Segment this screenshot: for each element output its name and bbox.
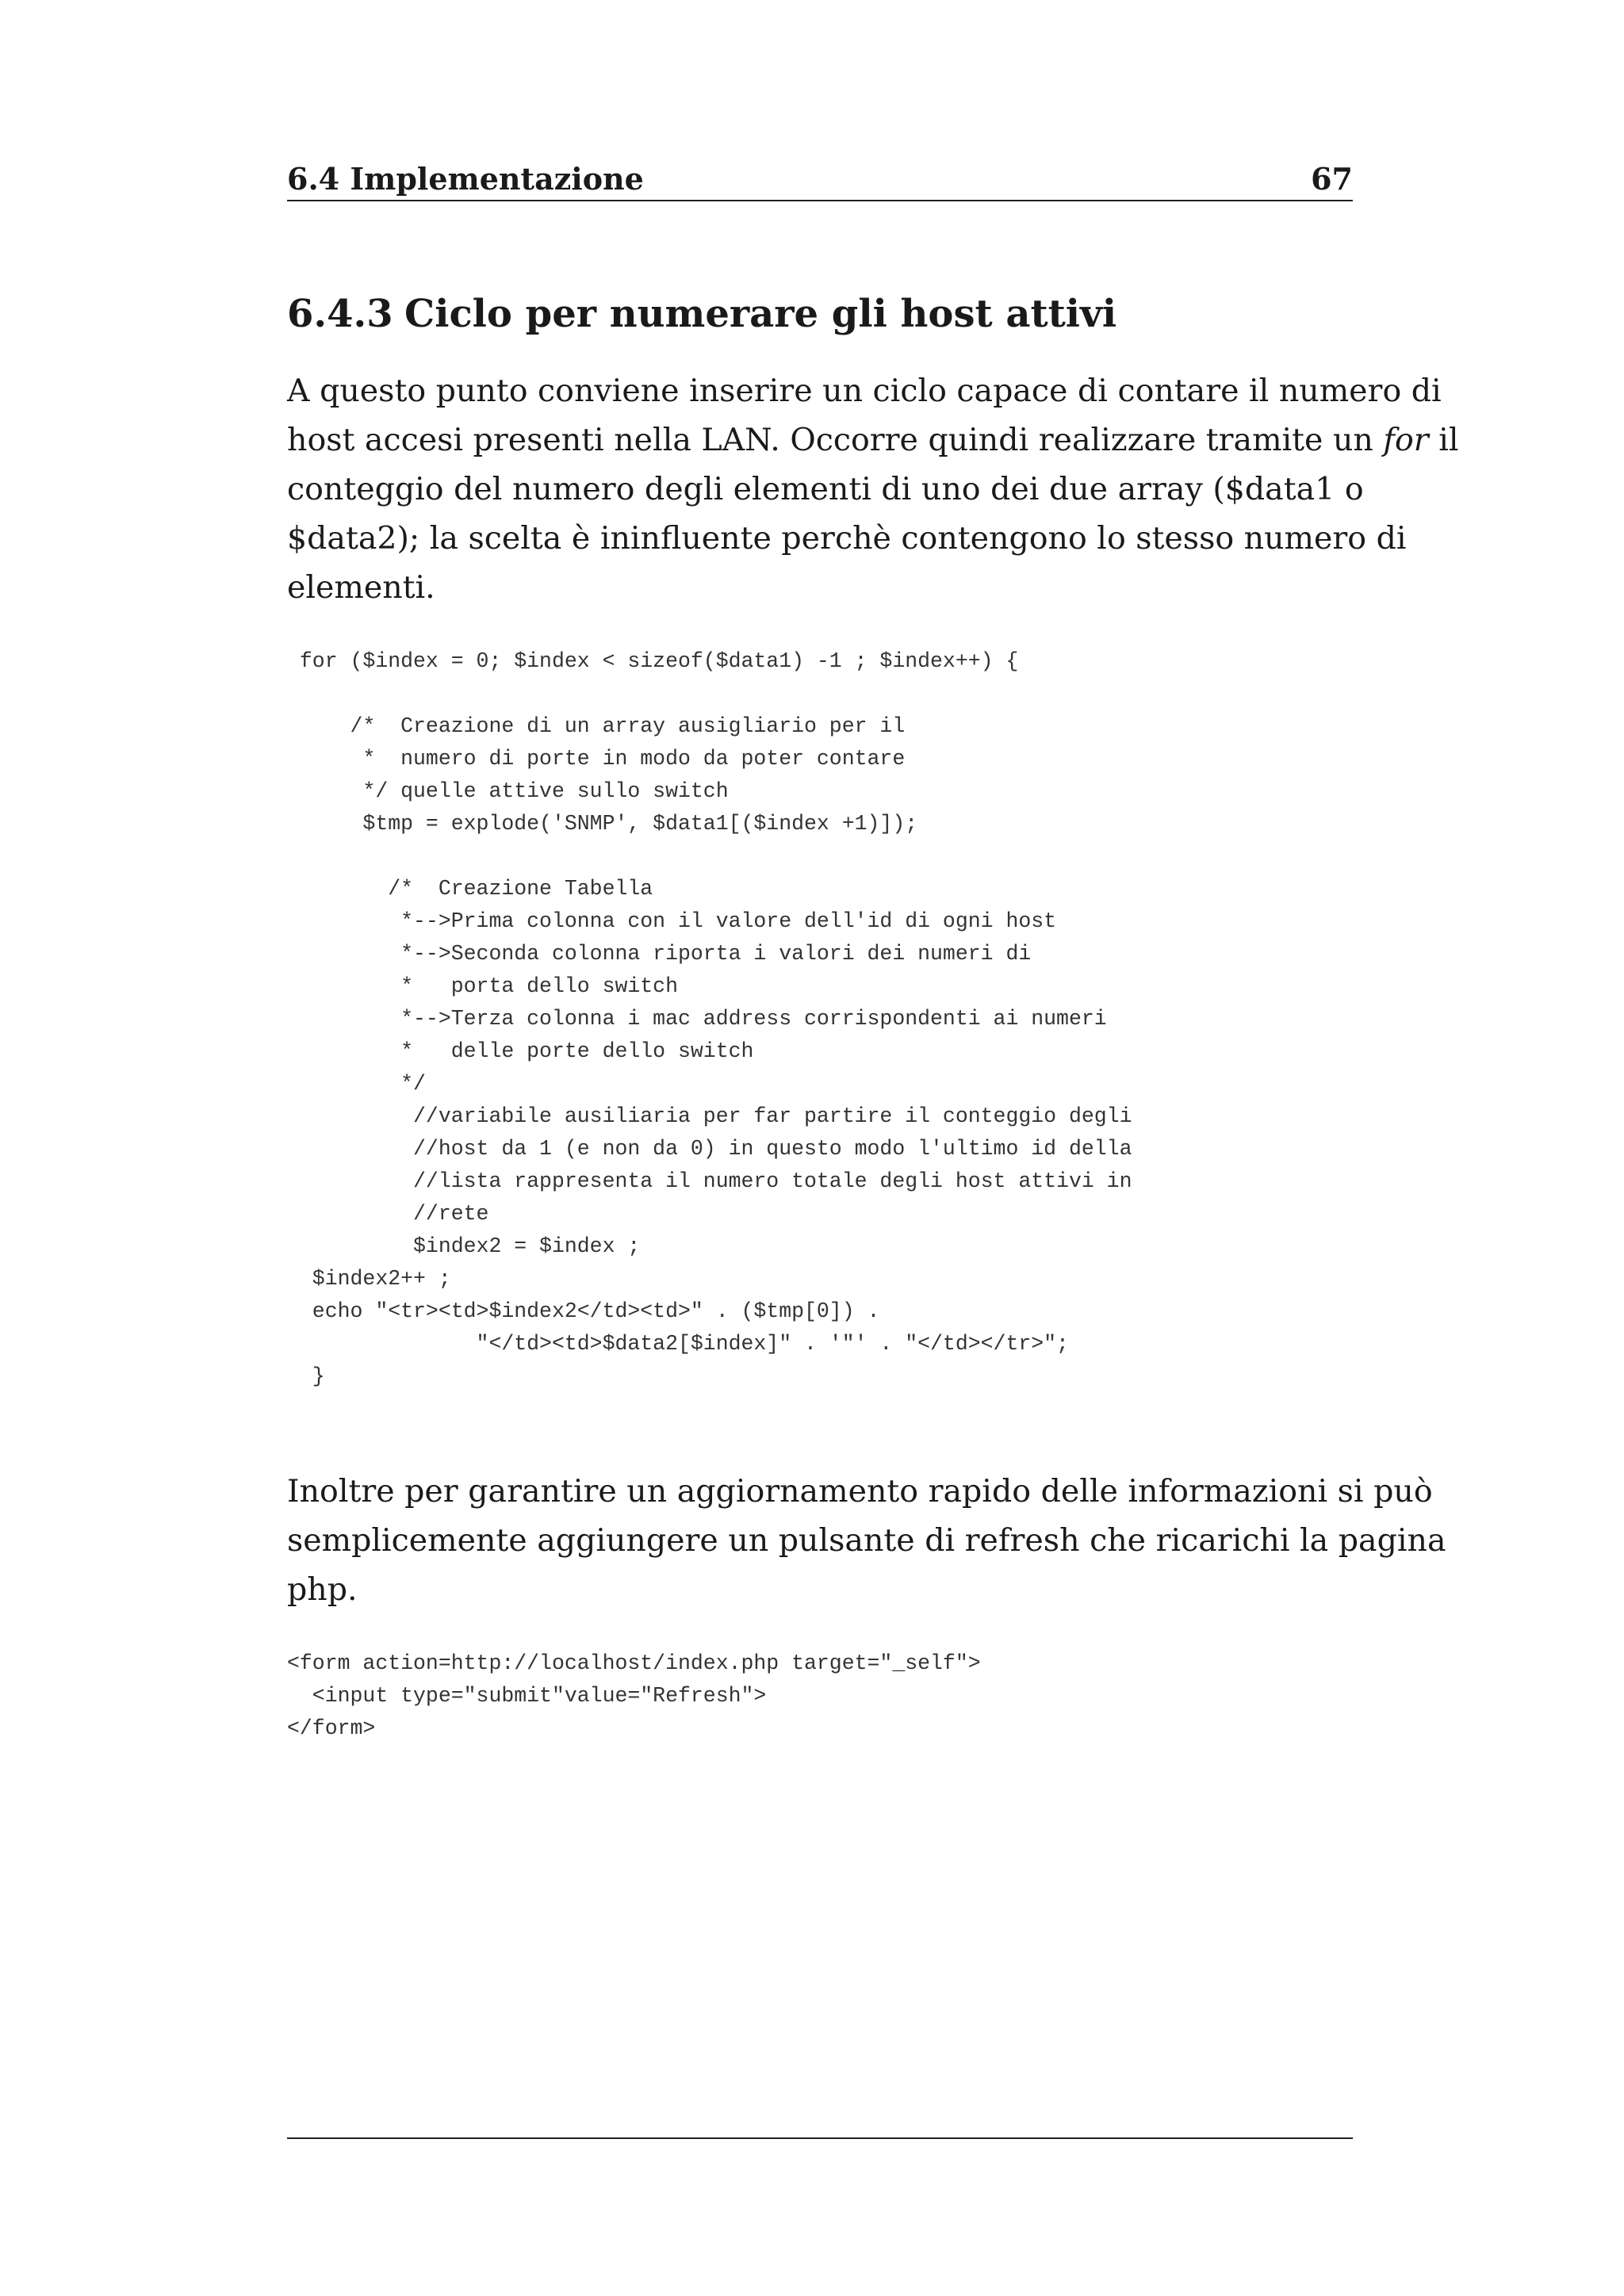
- section-heading: [287, 289, 1116, 339]
- paragraph-line: [287, 514, 1407, 563]
- running-header: [287, 157, 1353, 201]
- paragraph-line: [287, 1467, 1433, 1516]
- header-section-title: 6.4 Implementazione: [287, 161, 644, 197]
- code-line: $tmp = explode('SNMP', $data1[($index +1)]);: [287, 812, 918, 836]
- line-text: $data2); la scelta è ininfluente perchè contengono lo stesso numero di: [287, 520, 1407, 557]
- code-line: *-->Seconda colonna riporta i valori dei numeri di: [287, 942, 1032, 966]
- code-line: *-->Prima colonna con il valore dell'id di ogni host: [287, 909, 1057, 933]
- emphasis-text: for: [1383, 422, 1429, 458]
- code-line: //lista rappresenta il numero totale degli host attivi in: [287, 1169, 1132, 1193]
- code-line: <form action=http://localhost/index.php target="_self">: [287, 1651, 981, 1675]
- code-line: * numero di porte in modo da poter contare: [287, 747, 906, 771]
- code-line: //variabile ausiliaria per far partire il conteggio degli: [287, 1104, 1132, 1128]
- code-line: for ($index = 0; $index < sizeof($data1) -1 ; $index++) {: [287, 649, 1019, 673]
- code-line: */ quelle attive sullo switch: [287, 779, 729, 803]
- code-line: echo "<tr><td>$index2</td><td>" . ($tmp[0]) .: [287, 1299, 880, 1323]
- code-block-form: [287, 1647, 1353, 1745]
- code-line: /* Creazione Tabella: [287, 877, 653, 901]
- line-text: host accesi presenti nella LAN. Occorre quindi realizzare tramite un: [287, 422, 1384, 458]
- code-line: $index2++ ;: [287, 1267, 451, 1291]
- line-text: A questo punto conviene inserire un ciclo capace di contare il numero di: [287, 373, 1442, 409]
- code-block-loop: [287, 645, 1353, 1393]
- section-title-text: Ciclo per numerare gli host attivi: [404, 292, 1117, 336]
- line-text: elementi.: [287, 569, 435, 606]
- code-line: "</td><td>$data2[$index]" . '"' . "</td></tr>";: [287, 1332, 1069, 1356]
- footer-rule: [287, 2137, 1353, 2139]
- section-number: 6.4.3: [287, 292, 393, 336]
- paragraph-line: [287, 465, 1364, 514]
- line-text: il: [1428, 422, 1459, 458]
- paragraph-line: [287, 1516, 1446, 1565]
- page-number: 67: [1311, 161, 1353, 197]
- code-line: */: [287, 1072, 426, 1096]
- header-rule: [287, 200, 1353, 201]
- line-text: semplicemente aggiungere un pulsante di refresh che ricarichi la pagina: [287, 1522, 1446, 1559]
- code-line: * delle porte dello switch: [287, 1039, 754, 1063]
- code-line: //host da 1 (e non da 0) in questo modo l'ultimo id della: [287, 1137, 1132, 1161]
- paragraph-refresh: [287, 1467, 1446, 1614]
- paragraph-line: [287, 415, 1459, 465]
- code-line: }: [287, 1364, 325, 1388]
- paragraph-intro: [287, 366, 1459, 612]
- code-line: </form>: [287, 1716, 376, 1740]
- code-line: * porta dello switch: [287, 974, 678, 998]
- code-line: *-->Terza colonna i mac address corrispondenti ai numeri: [287, 1007, 1107, 1031]
- paragraph-line: [287, 366, 1442, 415]
- line-text: php.: [287, 1571, 358, 1608]
- code-line: //rete: [287, 1202, 489, 1226]
- code-line: $index2 = $index ;: [287, 1234, 641, 1258]
- code-line: <input type="submit"value="Refresh">: [287, 1684, 767, 1708]
- line-text: conteggio del numero degli elementi di uno dei due array ($data1 o: [287, 471, 1364, 507]
- line-text: Inoltre per garantire un aggiornamento rapido delle informazioni si può: [287, 1473, 1433, 1510]
- code-line: [287, 678, 1353, 710]
- paragraph-line: [287, 1565, 1353, 1614]
- code-line: [287, 840, 1353, 873]
- code-line: /* Creazione di un array ausigliario per il: [287, 714, 906, 738]
- paragraph-line: [287, 563, 1353, 612]
